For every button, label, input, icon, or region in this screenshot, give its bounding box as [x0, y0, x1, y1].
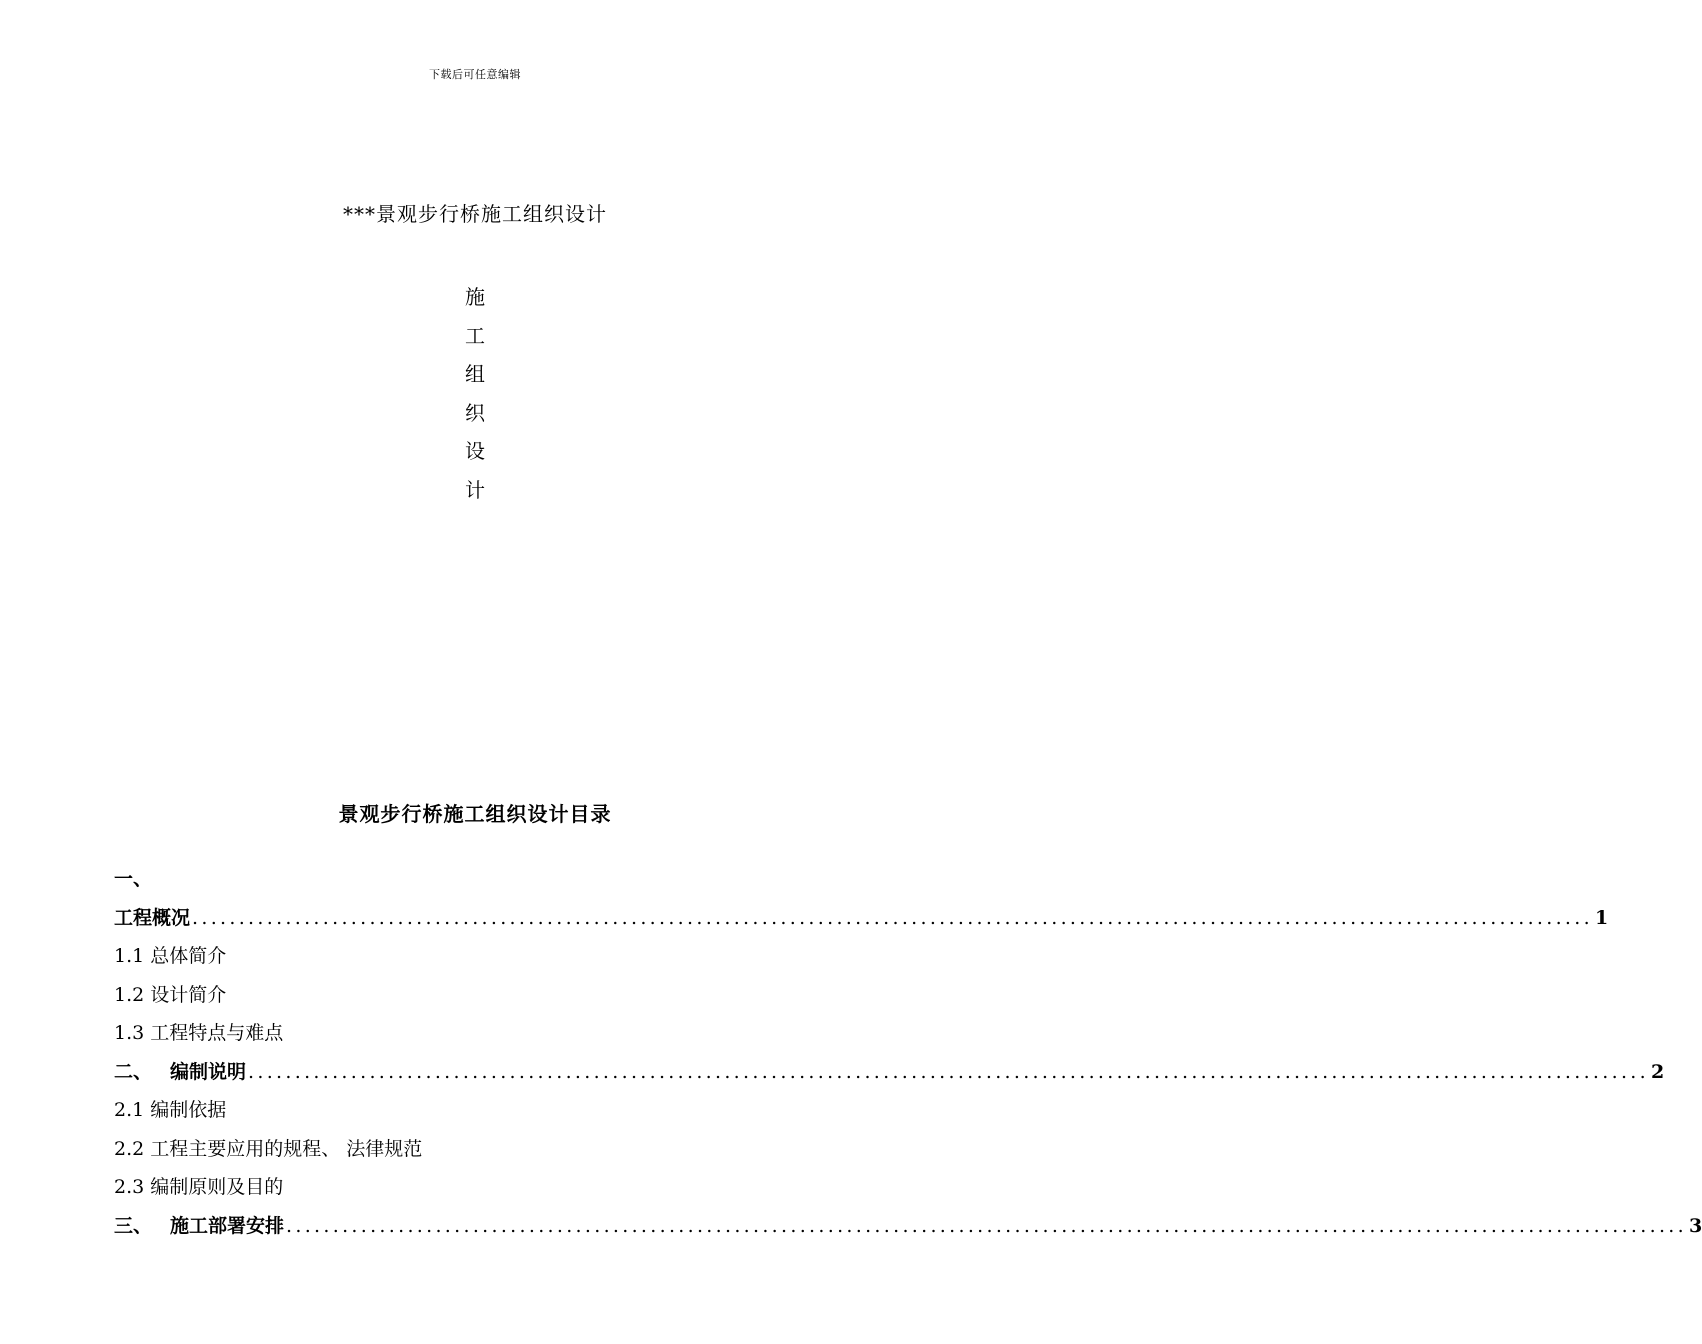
toc-entry-label: 工程概况 — [114, 906, 191, 929]
toc-leader-dots: ...................................................................................................................................................... — [286, 1214, 1687, 1237]
cover-title: ***景观步行桥施工组织设计 — [343, 202, 607, 226]
toc-section-number: 三、 — [114, 1214, 153, 1237]
vertical-char: 织 — [465, 400, 485, 425]
toc-entry-section[interactable] — [114, 1207, 1702, 1246]
toc-entry-subsection[interactable]: 2.2 工程主要应用的规程、 法律规范 — [114, 1137, 423, 1160]
toc-section-number: 二、 — [114, 1060, 153, 1083]
table-of-contents — [114, 860, 1702, 1245]
vertical-char: 施 — [465, 285, 485, 309]
vertical-char: 计 — [465, 477, 485, 502]
toc-entry-subsection[interactable]: 1.1 总体简介 — [114, 945, 227, 967]
toc-entry-label: 施工部署安排 — [170, 1214, 285, 1237]
toc-page-number: 3 — [1688, 1214, 1702, 1237]
toc-entry-subsection[interactable]: 1.2 设计简介 — [114, 983, 227, 1006]
toc-entry-section[interactable] — [114, 899, 1609, 938]
toc-entry-subsection[interactable]: 2.1 编制依据 — [114, 1099, 227, 1121]
toc-leader-dots: ...................................................................................................................................................... — [248, 1060, 1649, 1083]
toc-page-number: 2 — [1650, 1060, 1665, 1083]
toc-entry-subsection[interactable]: 1.3 工程特点与难点 — [114, 1022, 284, 1044]
vertical-char: 工 — [465, 323, 485, 348]
toc-entry-label: 编制说明 — [170, 1060, 247, 1083]
toc-entry-section[interactable] — [114, 1053, 1665, 1092]
toc-entry-subsection[interactable]: 2.3 编制原则及目的 — [114, 1176, 284, 1198]
toc-page-number: 1 — [1594, 906, 1609, 929]
toc-title: 景观步行桥施工组织设计目录 — [338, 802, 612, 826]
cover-vertical-title — [0, 278, 950, 509]
vertical-char: 组 — [465, 362, 485, 386]
page-header: 下载后可任意编辑 — [429, 68, 521, 81]
toc-leader-dots: ...................................................................................................................................................... — [192, 906, 1593, 929]
toc-section-number: 一、 — [114, 868, 153, 890]
vertical-char: 设 — [465, 439, 485, 463]
